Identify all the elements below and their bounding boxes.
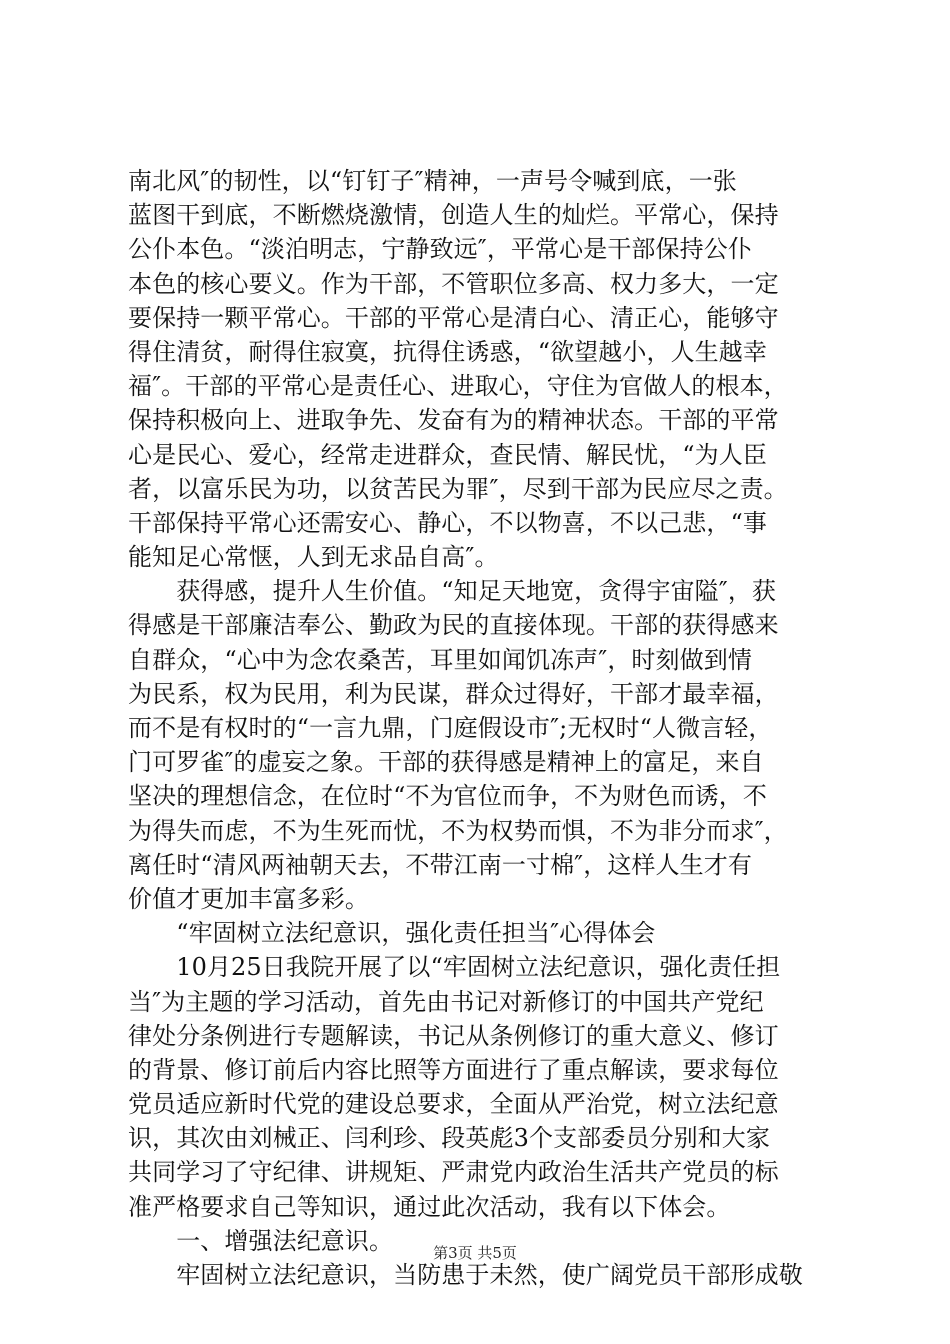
text-line: 得感是干部廉洁奉公、勤政为民的直接体现。干部的获得感来	[128, 611, 779, 640]
text-line: 要保持一颗平常心。干部的平常心是清白心、清正心，能够守	[128, 303, 779, 332]
paragraph-start-line: 获得感，提升人生价值。“知足天地宽，贪得宇宙隘″，获	[128, 577, 777, 606]
text-line: 离任时“清风两袖朝天去，不带江南一寸棉″，这样人生才有	[128, 850, 752, 879]
text-line: 识，其次由刘械正、闫利珍、段英彪3个支部委员分别和大家	[128, 1124, 770, 1153]
text-line: 能知足心常惬，人到无求品自高″。	[128, 543, 499, 572]
text-line: 而不是有权时的“一言九鼎，门庭假设市″;无权时“人微言轻，	[128, 714, 773, 742]
subheading: 一、增强法纪意识。	[128, 1226, 394, 1255]
text-line: 干部保持平常心还需安心、静心，不以物喜，不以己悲，“事	[128, 508, 767, 537]
text-line: 坚决的理想信念，在位时“不为官位而争，不为财色而诱，不	[128, 782, 767, 811]
text-line: 保持积极向上、进取争先、发奋有为的精神状态。干部的平常	[128, 406, 779, 435]
text-line: 门可罗雀″的虚妄之象。干部的获得感是精神上的富足，来自	[128, 748, 764, 777]
page-footer: 第3页 共5页	[433, 1244, 517, 1262]
text-line: 者，以富乐民为功，以贫苦民为罪″，尽到干部为民应尽之责。	[128, 474, 788, 503]
text-line: 心是民心、爱心，经常走进群众，查民情、解民忧，“为人臣	[128, 440, 767, 469]
text-line: 公仆本色。“淡泊明志，宁静致远″，平常心是干部保持公仆	[128, 235, 752, 264]
paragraph-start-line: 10月25日我院开展了以“牢固树立法纪意识，强化责任担	[128, 953, 781, 982]
text-line: 党员适应新时代党的建设总要求，全面从严治党，树立法纪意	[128, 1090, 779, 1119]
text-line: 的背景、修订前后内容比照等方面进行了重点解读，要求每位	[128, 1055, 779, 1084]
paragraph-start-line: 牢固树立法纪意识，当防患于未然，使广阔党员干部形成敬	[128, 1261, 803, 1289]
text-line: 共同学习了守纪律、讲规矩、严肃党内政治生活共产党员的标	[128, 1158, 779, 1187]
text-line: 律处分条例进行专题解读，书记从条例修订的重大意义、修订	[128, 1021, 779, 1050]
text-line: 价值才更加丰富多彩。	[128, 884, 369, 913]
text-line: 为民系，权为民用，利为民谋，群众过得好，干部才最幸福，	[128, 679, 779, 708]
document-body	[128, 164, 838, 1292]
text-line: 为得失而虑，不为生死而忧，不为权势而惧，不为非分而求″，	[128, 816, 788, 845]
text-line: 福″。干部的平常心是责任心、进取心，守住为官做人的根本，	[128, 372, 788, 401]
text-line: 南北风″的韧性，以“钉钉子″精神，一声号令喊到底，一张	[128, 167, 737, 195]
section-title: “牢固树立法纪意识，强化责任担当″心得体会	[128, 919, 656, 948]
text-line: 蓝图干到底，不断燃烧激情，创造人生的灿烂。平常心，保持	[128, 201, 779, 230]
text-line: 准严格要求自己等知识，通过此次活动，我有以下体会。	[128, 1192, 731, 1221]
text-line: 当″为主题的学习活动，首先由书记对新修订的中国共产党纪	[128, 987, 764, 1016]
text-line: 自群众，“心中为念农桑苦，耳里如闻饥冻声″，时刻做到情	[128, 645, 752, 674]
text-line: 本色的核心要义。作为干部，不管职位多高、权力多大，一定	[128, 269, 779, 298]
text-line: 得住清贫，耐得住寂寞，抗得住诱惑，“欲望越小，人生越幸	[128, 337, 767, 366]
